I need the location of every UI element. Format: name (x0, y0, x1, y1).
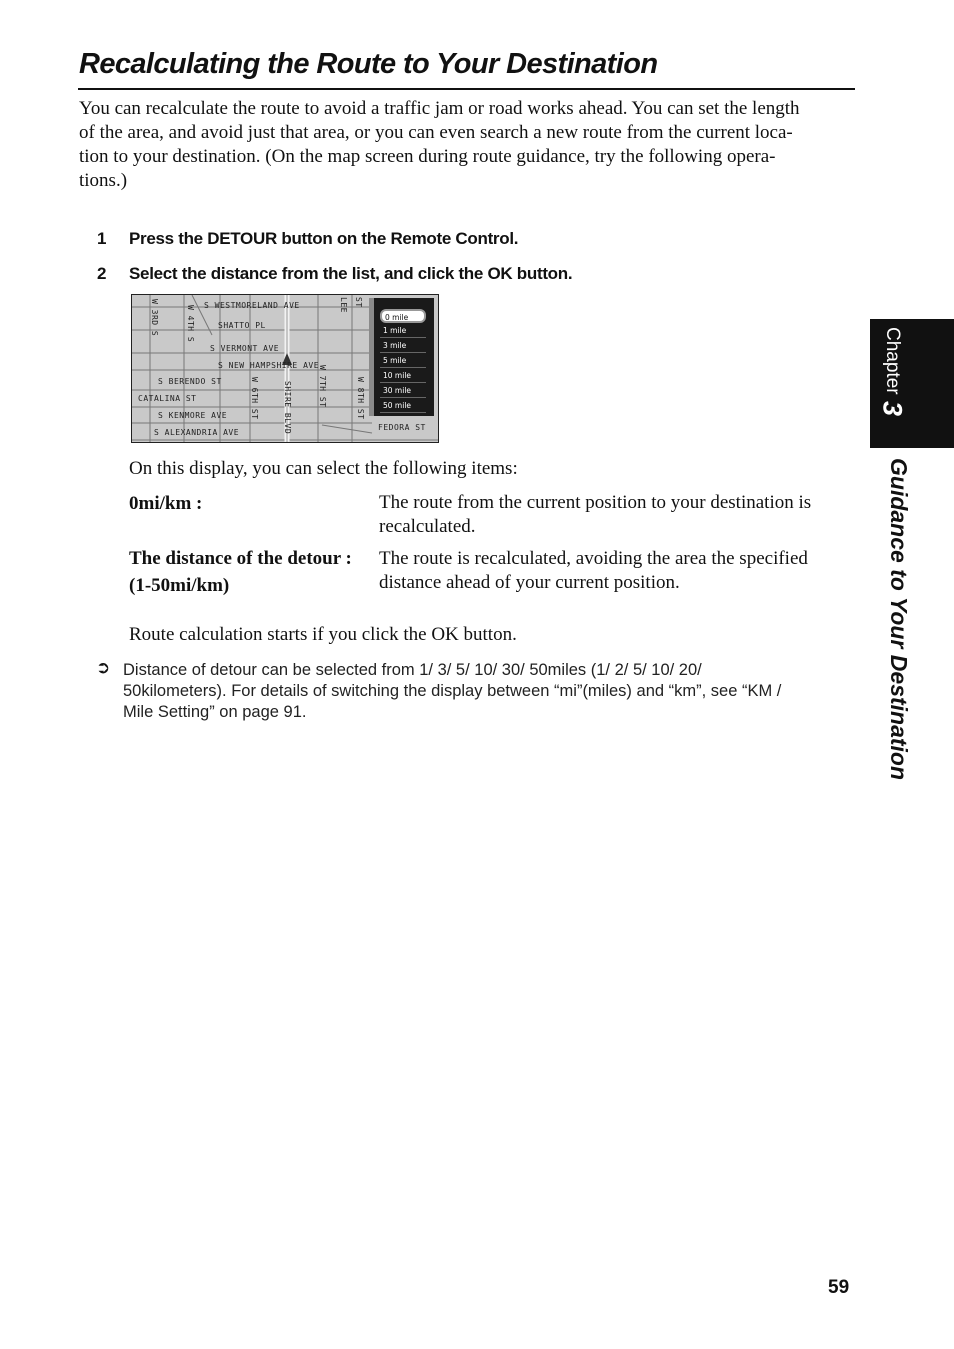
street-label: W 6TH ST (250, 377, 259, 420)
intro-line: You can recalculate the route to avoid a traffic jam or road works ahead. You can set the length (79, 98, 800, 119)
detour-option: 1 mile (380, 324, 426, 338)
street-label: S BERENDO ST (158, 377, 222, 386)
step-text: Press the DETOUR button on the Remote Control. (129, 229, 519, 248)
street-label: S KENMORE AVE (158, 411, 228, 420)
note-line: Mile Setting” on page 91. (123, 703, 307, 721)
intro-line: of the area, and avoid just that area, or you can even search a new route from the current loca- (79, 122, 793, 143)
detour-option: 30 mile (380, 384, 426, 398)
item-term: The distance of the detour : (129, 548, 352, 569)
detour-option: 50 mile (380, 399, 426, 413)
street-label: S ALEXANDRIA AVE (154, 428, 240, 437)
step-2 (97, 264, 572, 284)
chapter-word: Chapter (882, 327, 903, 395)
calculation-note: Route calculation starts if you click the OK button. (129, 624, 517, 645)
street-label: LEE (339, 297, 348, 313)
step-number: 1 (97, 229, 107, 248)
intro-paragraph (79, 97, 855, 193)
street-label: SHIRE BLVD (283, 381, 292, 435)
street-label: S NEW HAMPSHIRE AVE (218, 361, 320, 370)
street-label: W 4TH S (186, 305, 195, 343)
street-label: FEDORA ST (378, 423, 426, 432)
street-label: S WESTMORELAND AVE (204, 301, 300, 310)
page-number: 59 (828, 1277, 850, 1298)
intro-line: tion to your destination. (On the map screen during route guidance, try the following opera- (79, 146, 776, 167)
street-label: S VERMONT AVE (210, 344, 280, 353)
item-term: 0mi/km : (129, 493, 203, 514)
note-line: 50kilometers). For details of switching the display between “mi”(miles) and “km”, see “KM / (123, 682, 782, 700)
street-label: W 3RD S (150, 299, 159, 337)
arrow-icon: ➲ (96, 658, 111, 678)
intro-line: tions.) (79, 170, 128, 191)
street-label: ST (354, 297, 363, 308)
step-text: Select the distance from the list, and click the OK button. (129, 264, 573, 283)
detour-option: 10 mile (380, 369, 426, 383)
items-intro: On this display, you can select the following items: (129, 458, 518, 479)
detour-option-selected: 0 mile (380, 309, 426, 323)
item-term-range: (1-50mi/km) (129, 575, 230, 596)
title-rule (78, 88, 855, 90)
page-title: Recalculating the Route to Your Destination (79, 48, 658, 80)
step-1 (97, 229, 518, 249)
section-side-title: Guidance to Your Destination (886, 458, 912, 781)
item-definition: The route from the current position to your destination is recalculated. (379, 492, 812, 537)
detour-note (123, 660, 863, 723)
step-number: 2 (97, 264, 107, 283)
detour-option: 5 mile (380, 354, 426, 368)
note-line: Distance of detour can be selected from 1/ 3/ 5/ 10/ 30/ 50miles (1/ 2/ 5/ 10/ 20/ (123, 661, 702, 679)
street-label: W 8TH ST (356, 377, 365, 420)
street-label: W 7TH ST (318, 365, 327, 408)
detour-option: 3 mile (380, 339, 426, 353)
detour-distance-menu (369, 298, 434, 416)
chapter-number: 3 (877, 400, 908, 416)
street-label: CATALINA ST (138, 394, 197, 403)
chapter-label (870, 319, 914, 448)
map-screenshot (131, 294, 439, 443)
item-definition: The route is recalculated, avoiding the area the specified distance ahead of your current position. (379, 548, 808, 593)
street-label: SHATTO PL (218, 321, 266, 330)
